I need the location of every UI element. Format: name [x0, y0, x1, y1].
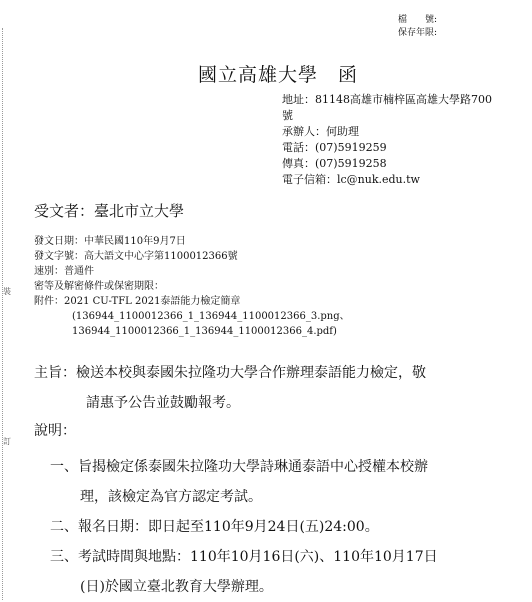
address-line-2: 號	[282, 109, 293, 122]
document-number: 發文字號：高大語文中心字第1100012366號	[34, 251, 238, 262]
recipient: 受文者：臺北市立大學	[34, 202, 185, 220]
retention-label: 保存年限:	[398, 28, 438, 38]
attachment-line-2: (136944_1100012366_1_136944_1100012366_3.png、	[72, 311, 350, 322]
list-item-1-line-1: 一、旨揭檢定係泰國朱拉隆功大學詩琳通泰語中心授權本校辦	[50, 459, 428, 475]
subject-line-2: 請惠予公告並鼓勵報考。	[86, 395, 240, 411]
list-item-1-line-2: 理，該檢定為官方認定考試。	[80, 489, 262, 505]
binding-line	[2, 28, 3, 600]
address-line-1: 地址：81148高雄市楠梓區高雄大學路700	[282, 93, 492, 106]
speed: 速別：普通件	[34, 266, 94, 277]
file-info	[398, 14, 437, 40]
handler: 承辦人：何助理	[282, 125, 359, 138]
secrecy: 密等及解密條件或保密期限：	[34, 281, 164, 292]
subject-line-1: 主旨：檢送本校與泰國朱拉隆功大學合作辦理泰語能力檢定，敬	[34, 365, 426, 381]
phone: 電話：(07)5919259	[282, 141, 387, 154]
cut-mark: 訂	[3, 437, 11, 446]
document-title: 國立高雄大學 函	[198, 64, 359, 86]
file-number-label: 檔 號:	[398, 15, 438, 25]
email: 電子信箱：lc@nuk.edu.tw	[282, 173, 420, 186]
list-item-3-line-2: (日)於國立臺北教育大學辦理。	[80, 579, 273, 595]
fax: 傳真：(07)5919258	[282, 157, 387, 170]
contact-block	[282, 92, 522, 188]
list-item-3-line-1: 三、考試時間與地點：110年10月16日(六)、110年10月17日	[50, 549, 438, 565]
list-item-2-line-1: 二、報名日期：即日起至110年9月24日(五)24:00。	[50, 519, 379, 535]
binding-mark: 裝	[3, 287, 11, 296]
subject-block	[34, 358, 524, 418]
meta-block	[34, 234, 350, 339]
attachment-line-1: 附件：2021 CU-TFL 2021泰語能力檢定簡章	[34, 296, 241, 307]
explanation-label: 說明：	[34, 423, 76, 439]
attachment-line-3: 136944_1100012366_1_136944_1100012366_4.pdf)	[72, 326, 337, 337]
explanation-list	[50, 452, 520, 602]
issue-date: 發文日期：中華民國110年9月7日	[34, 236, 186, 247]
